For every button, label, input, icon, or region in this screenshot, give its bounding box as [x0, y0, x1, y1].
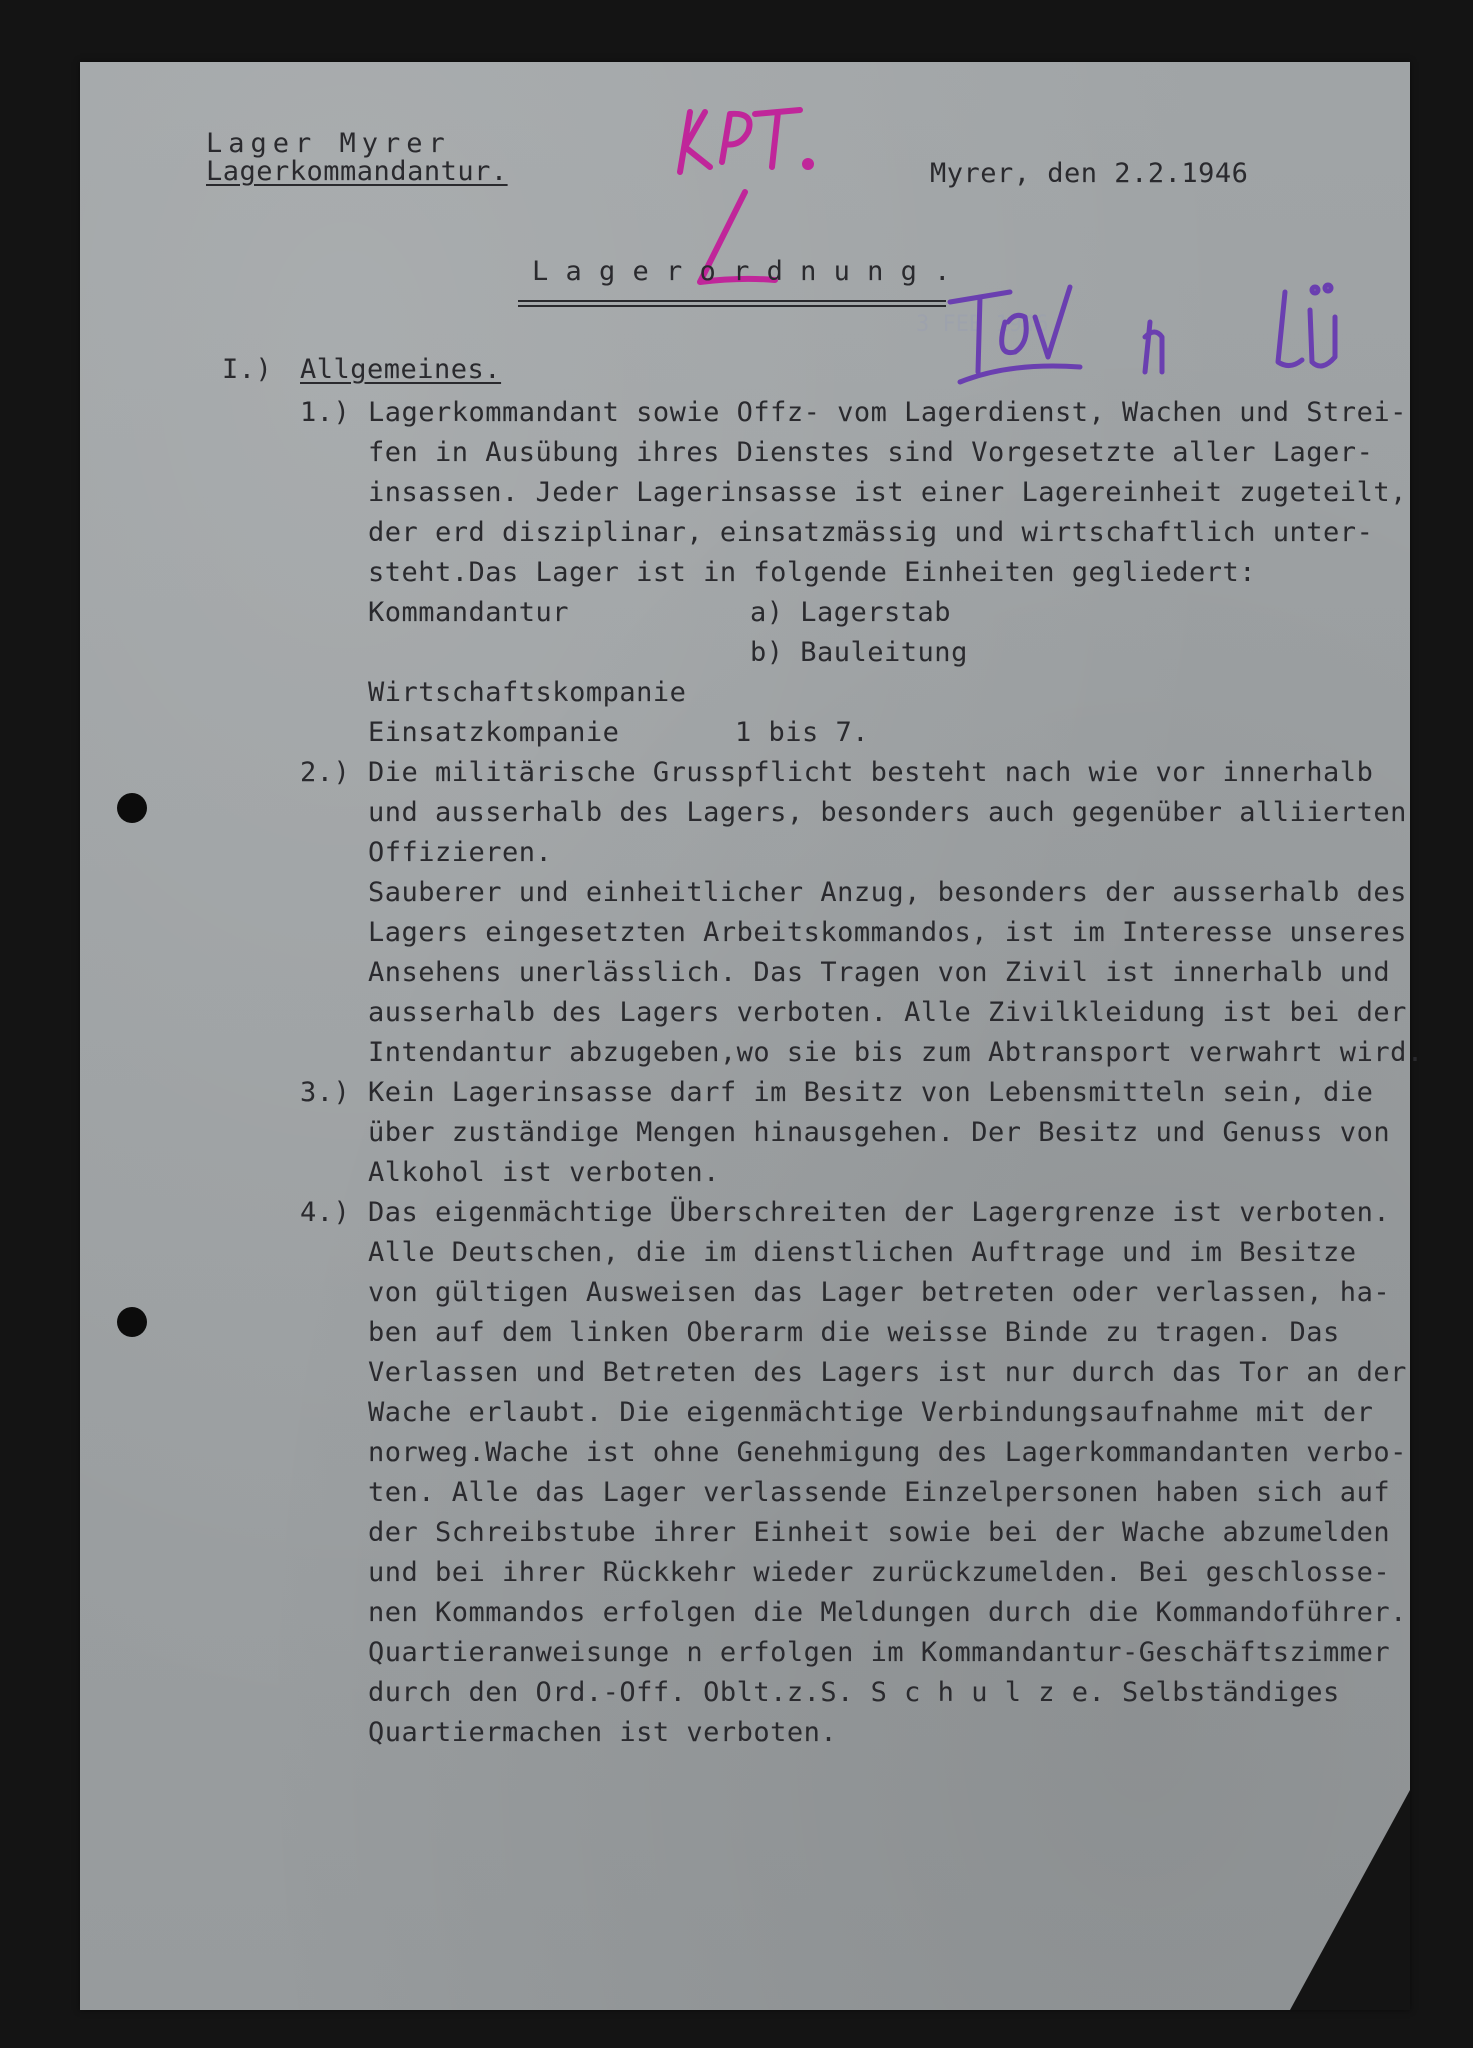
item-line: der erd disziplinar, einsatzmässig und wirtschaftlich unter-	[368, 517, 1374, 548]
item-number: 3.)	[300, 1077, 351, 1108]
received-stamp: 3 FEB 1946	[916, 312, 1049, 337]
unit-einsatzkompanie: Einsatzkompanie	[368, 717, 620, 748]
unit-lagerstab: a) Lagerstab	[750, 597, 952, 628]
item-line: Verlassen und Betreten des Lagers ist nur durch das Tor an der	[368, 1357, 1407, 1388]
place-date: Myrer, den 2.2.1946	[930, 158, 1249, 189]
title-double-rule	[518, 300, 946, 307]
item-number: 2.)	[300, 757, 351, 788]
item-line: durch den Ord.-Off. Oblt.z.S. S c h u l z e. Selbständiges	[368, 1677, 1340, 1708]
item-line: Die militärische Grusspflicht besteht nach wie vor innerhalb	[368, 757, 1374, 788]
item-line: und bei ihrer Rückkehr wieder zurückzumelden. Bei geschlosse-	[368, 1557, 1391, 1588]
item-line: über zuständige Mengen hinausgehen. Der Besitz und Genuss von	[368, 1117, 1391, 1148]
item-line: Wache erlaubt. Die eigenmächtige Verbindungsaufnahme mit der	[368, 1397, 1374, 1428]
punch-hole-top	[117, 793, 147, 823]
punch-hole-bottom	[117, 1307, 147, 1337]
item-line: steht.Das Lager ist in folgende Einheiten gegliedert:	[368, 557, 1257, 588]
item-number: 1.)	[300, 397, 351, 428]
unit-einsatz-range: 1 bis 7.	[735, 717, 870, 748]
item-line: Offizieren.	[368, 837, 553, 868]
item-line: Ansehens unerlässlich. Das Tragen von Zivil ist innerhalb und	[368, 957, 1391, 988]
item-line: Kein Lagerinsasse darf im Besitz von Lebensmitteln sein, die	[368, 1077, 1374, 1108]
item-line: fen in Ausübung ihres Dienstes sind Vorgesetzte aller Lager-	[368, 437, 1374, 468]
item-line: ten. Alle das Lager verlassende Einzelpersonen haben sich auf	[368, 1477, 1391, 1508]
unit-bauleitung: b) Bauleitung	[750, 637, 968, 668]
section-title: Allgemeines.	[300, 354, 502, 385]
item-line: insassen. Jeder Lagerinsasse ist einer Lagereinheit zugeteilt,	[368, 477, 1407, 508]
unit-kommandantur: Kommandantur	[368, 597, 570, 628]
unit-wirtschaftskompanie: Wirtschaftskompanie	[368, 677, 687, 708]
header-office: Lagerkommandantur.	[206, 156, 508, 187]
item-line: von gültigen Ausweisen das Lager betreten oder verlassen, ha-	[368, 1277, 1391, 1308]
document-title: L a g e r o r d n u n g .	[532, 256, 951, 287]
item-line: der Schreibstube ihrer Einheit sowie bei der Wache abzumelden	[368, 1517, 1391, 1548]
item-line: Lagers eingesetzten Arbeitskommandos, ist im Interesse unseres	[368, 917, 1407, 948]
item-line: ausserhalb des Lagers verboten. Alle Zivilkleidung ist bei der	[368, 997, 1407, 1028]
item-line: Quartieranweisunge n erfolgen im Kommandantur-Geschäftszimmer	[368, 1637, 1391, 1668]
item-line: Das eigenmächtige Überschreiten der Lagergrenze ist verboten.	[368, 1197, 1391, 1228]
item-line: Quartiermachen ist verboten.	[368, 1717, 838, 1748]
item-line: Alkohol ist verboten.	[368, 1157, 720, 1188]
item-line: norweg.Wache ist ohne Genehmigung des Lagerkommandanten verbo-	[368, 1437, 1407, 1468]
item-line: Sauberer und einheitlicher Anzug, besonders der ausserhalb des	[368, 877, 1407, 908]
torn-corner	[1290, 1790, 1410, 2010]
header-camp: Lager Myrer	[206, 128, 451, 159]
handwritten-initials	[930, 262, 1350, 392]
item-line: ben auf dem linken Oberarm die weisse Binde zu tragen. Das	[368, 1317, 1340, 1348]
item-line: Alle Deutschen, die im dienstlichen Auftrage und im Besitze	[368, 1237, 1357, 1268]
item-line: und ausserhalb des Lagers, besonders auch gegenüber alliierten	[368, 797, 1407, 828]
item-line: nen Kommandos erfolgen die Meldungen durch die Kommandoführer.	[368, 1597, 1407, 1628]
document-page	[80, 62, 1424, 2010]
item-line: Intendantur abzugeben,wo sie bis zum Abtransport verwahrt wird.	[368, 1037, 1424, 1068]
item-number: 4.)	[300, 1197, 351, 1228]
item-line: Lagerkommandant sowie Offz- vom Lagerdienst, Wachen und Strei-	[368, 397, 1407, 428]
section-number: I.)	[222, 354, 273, 385]
